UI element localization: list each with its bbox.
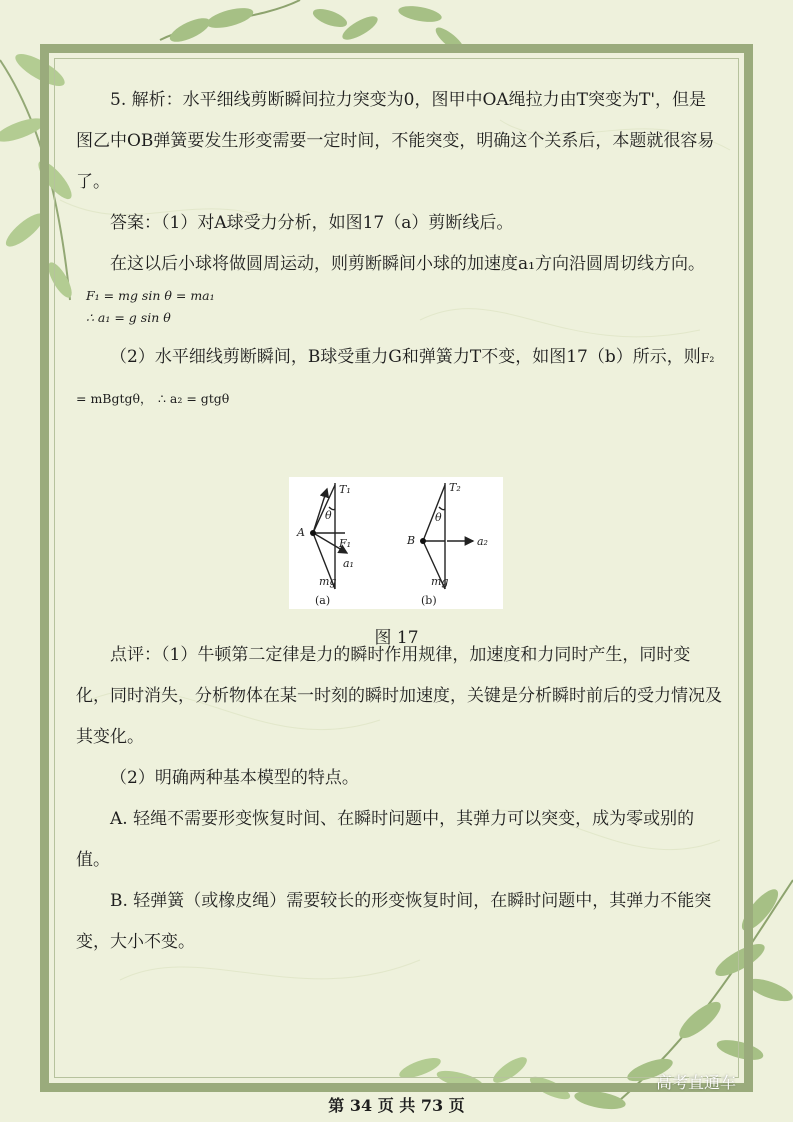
figure-caption: 图 17: [374, 628, 419, 648]
comment-paragraph: 点评：（1）牛顿第二定律是力的瞬时作用规律，加速度和力同时产生，同时变化，同时消失，分析物体在某一时刻的瞬时加速度，关键是分析瞬时前后的受力情况及其变化。: [76, 645, 722, 747]
label-ball-a: A: [297, 526, 305, 539]
formula-line-2: ∴ a₁ = g sin θ: [86, 310, 171, 325]
label-mg-b: mg: [431, 575, 449, 588]
answer-paragraph: 答案：（1）对A球受力分析，如图17（a）剪断线后。: [110, 213, 514, 233]
label-theta-b: θ: [435, 511, 442, 524]
diagram-b: [423, 483, 473, 589]
circular-motion-paragraph: 在这以后小球将做圆周运动，则剪断瞬间小球的加速度a₁方向沿圆周切线方向。: [110, 254, 705, 274]
formula-line-1: F₁ = mg sin θ = ma₁: [86, 288, 215, 303]
label-a1: a₁: [343, 557, 354, 570]
label-ball-b: B: [407, 534, 416, 547]
part-two-formula-1: F₂ = mBgtgθ，: [76, 350, 715, 406]
analysis-paragraph: 5. 解析：水平细线剪断瞬间拉力突变为0，图甲中OA绳拉力由T突变为T'，但是图乙中OB弹簧要发生形变需要一定时间，不能突变，明确这个关系后，本题就很容易了。: [76, 90, 715, 192]
part-two-text: （2）水平细线剪断瞬间，B球受重力G和弹簧力T不变，如图17（b）所示，则: [110, 347, 701, 367]
diagram-a: [313, 483, 347, 589]
label-t2: T₂: [449, 481, 461, 494]
part-two-paragraph: [76, 337, 722, 419]
label-sub-b: (b): [421, 594, 437, 607]
part-two-formula-2: ∴ a₂ = gtgθ: [157, 391, 230, 406]
label-mg-a: mg: [319, 575, 337, 588]
watermark: 高考直通车: [656, 1073, 737, 1092]
page-number: 第 34 页 共 73 页: [328, 1096, 465, 1115]
label-a2: a₂: [477, 535, 488, 548]
label-f1: F₁: [339, 537, 352, 550]
model-a-paragraph: A. 轻绳不需要形变恢复时间、在瞬时问题中，其弹力可以突变，成为零或别的值。: [76, 809, 695, 870]
model-b-paragraph: B. 轻弹簧（或橡皮绳）需要较长的形变恢复时间，在瞬时问题中，其弹力不能突变，大小不变。: [76, 891, 712, 952]
ball-a-icon: [310, 530, 316, 536]
ball-b-icon: [420, 538, 426, 544]
label-t1: T₁: [339, 483, 351, 496]
models-paragraph: （2）明确两种基本模型的特点。: [110, 768, 359, 788]
figure-17: [289, 477, 503, 609]
label-theta-a: θ: [325, 509, 332, 522]
label-sub-a: (a): [315, 594, 331, 607]
